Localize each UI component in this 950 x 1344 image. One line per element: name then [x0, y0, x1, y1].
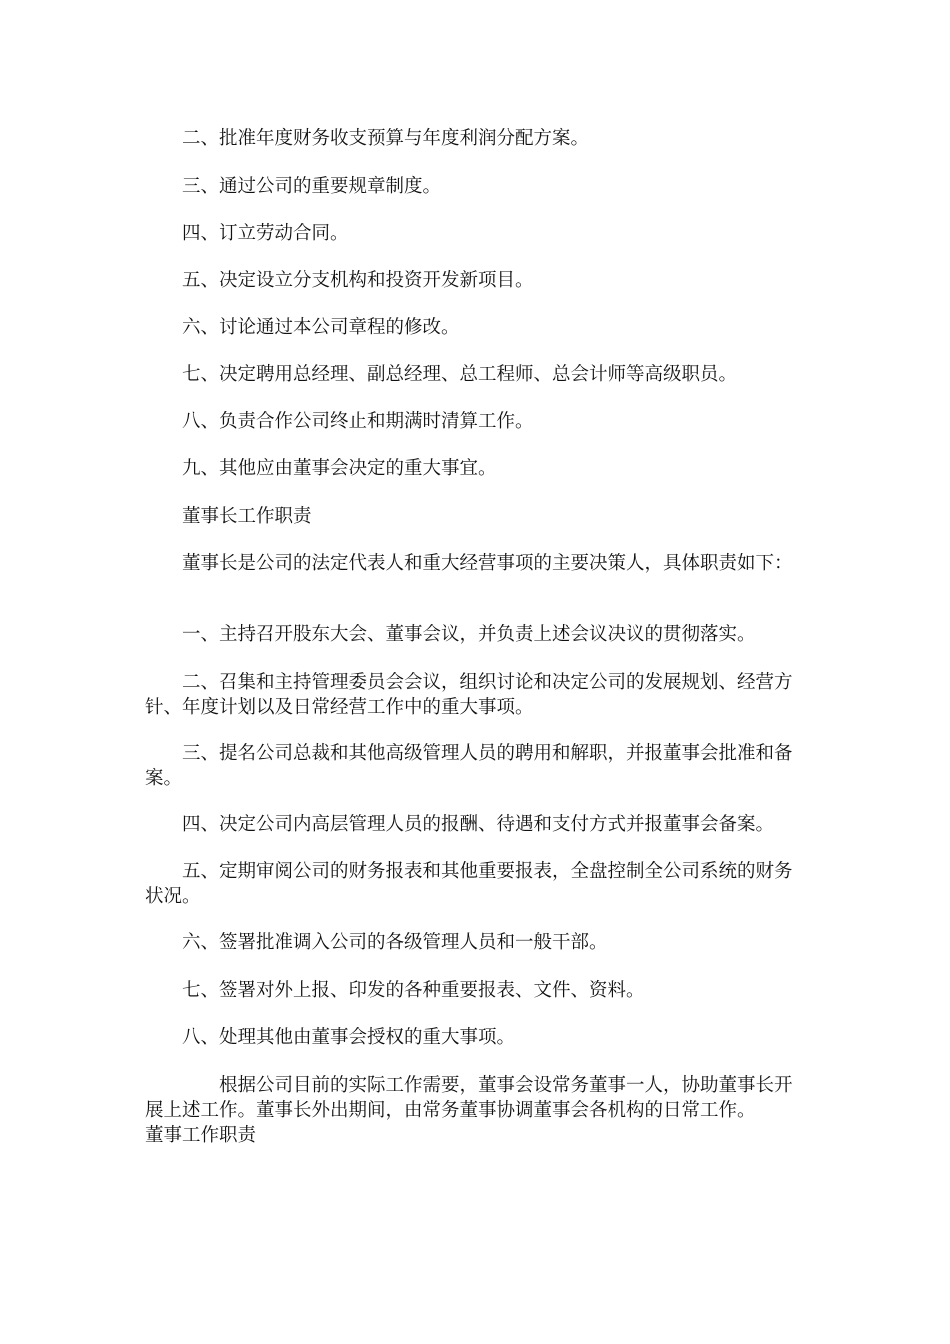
board-duty-item-3: 三、通过公司的重要规章制度。 — [182, 176, 442, 197]
chairman-duty-item-2: 二、召集和主持管理委员会会议，组织讨论和决定公司的发展规划、经营方针、年度计划以及日常经营工作中的重大事项。 — [145, 672, 793, 718]
chairman-duty-item-7: 七、签署对外上报、印发的各种重要报表、文件、资料。 — [182, 980, 645, 1001]
chairman-duty-item-6: 六、签署批准调入公司的各级管理人员和一般干部。 — [182, 932, 608, 953]
section-heading-chairman: 董事长工作职责 — [182, 506, 312, 527]
section-heading-director: 董事工作职责 — [145, 1125, 257, 1146]
board-duty-item-4: 四、订立劳动合同。 — [182, 223, 349, 244]
board-duty-item-2: 二、批准年度财务收支预算与年度利润分配方案。 — [182, 128, 590, 149]
chairman-duty-item-8: 八、处理其他由董事会授权的重大事项。 — [182, 1027, 516, 1048]
board-duty-item-7: 七、决定聘用总经理、副总经理、总工程师、总会计师等高级职员。 — [182, 364, 738, 385]
board-duty-item-5: 五、决定设立分支机构和投资开发新项目。 — [182, 270, 534, 291]
chairman-duty-item-4: 四、决定公司内高层管理人员的报酬、待遇和支付方式并报董事会备案。 — [182, 814, 775, 835]
chairman-duty-item-1: 一、主持召开股东大会、董事会议，并负责上述会议决议的贯彻落实。 — [182, 624, 756, 645]
board-duty-item-9: 九、其他应由董事会决定的重大事宜。 — [182, 458, 497, 479]
board-duty-item-6: 六、讨论通过本公司章程的修改。 — [182, 317, 460, 338]
chairman-intro: 董事长是公司的法定代表人和重大经营事项的主要决策人，具体职责如下： — [182, 553, 793, 574]
chairman-duty-item-3: 三、提名公司总裁和其他高级管理人员的聘用和解职，并报董事会批准和备案。 — [145, 743, 793, 789]
board-duty-item-8: 八、负责合作公司终止和期满时清算工作。 — [182, 411, 534, 432]
standing-director-paragraph: 根据公司目前的实际工作需要，董事会设常务董事一人，协助董事长开展上述工作。董事长外出期间，由常务董事协调董事会各机构的日常工作。 — [145, 1075, 793, 1121]
chairman-duty-item-5: 五、定期审阅公司的财务报表和其他重要报表，全盘控制全公司系统的财务状况。 — [145, 861, 793, 907]
